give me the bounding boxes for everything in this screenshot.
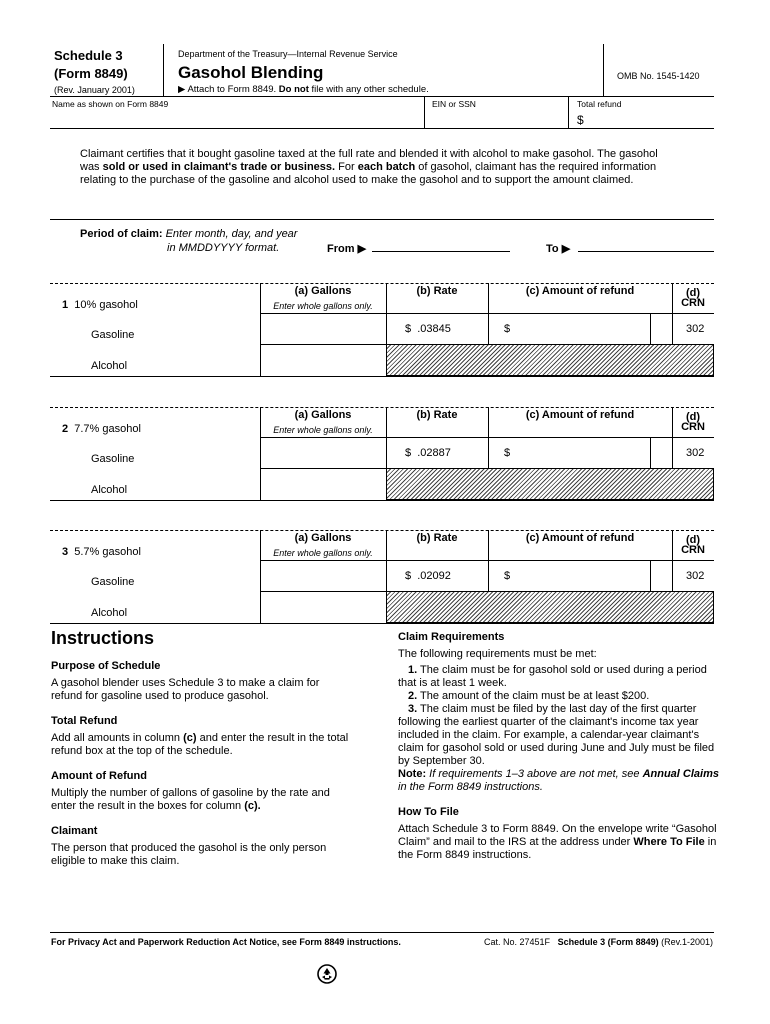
omb-number: OMB No. 1545-1420: [617, 71, 700, 81]
how-to-file-heading: How To File: [398, 806, 459, 818]
line-3-rate: $ .02092: [405, 570, 451, 582]
total-refund-text: Add all amounts in column (c) and enter the result in the total refund box at the top of the schedule.: [51, 732, 349, 757]
rate-header: (b) Rate: [416, 532, 458, 544]
line-2-crn: 302: [686, 447, 705, 459]
crn-header: CRN: [681, 297, 705, 309]
requirement-3: 3. The claim must be filed by the last day of the first quarter following the earliest quarter of the claimant's income tax year included in the claim. For example, a calendar-year claimant's claim for gasohol sold or used during June and July must be filed by September 30.: [398, 703, 715, 767]
privacy-notice: For Privacy Act and Paperwork Reduction Act Notice, see Form 8849 instructions.: [51, 937, 401, 947]
line-2-gasoline-label: Gasoline: [91, 453, 135, 465]
claimant-heading: Claimant: [51, 825, 98, 837]
line-1-rate: $ .03845: [405, 323, 451, 335]
crn-header: CRN: [681, 421, 705, 433]
revision-date: (Rev. January 2001): [54, 85, 135, 95]
instructions-right-column: [398, 619, 722, 862]
crn-header: CRN: [681, 544, 705, 556]
certification-text: Claimant certifies that it bought gasoline taxed at the full rate and blended it with alcohol to make gasohol. The gasohol was sold or used in claimant's trade or business. For each batch of gasohol, claimant has the required information relating to the purchase of the gasoline and alcohol used to make the gasohol and to support the amount claimed.: [80, 148, 658, 186]
from-label: From ▶: [327, 243, 367, 255]
line-1-gasoline-label: Gasoline: [91, 329, 135, 341]
how-to-file-text: Attach Schedule 3 to Form 8849. On the envelope write “Gasohol Claim” and mail to the IRS at the address under Where To File in the Form 8849 instructions.: [398, 823, 717, 861]
line-2-rate: $ .02887: [405, 447, 451, 459]
line-1-label: 1 10% gasohol: [62, 299, 138, 311]
page-title: Gasohol Blending: [178, 63, 324, 82]
gallons-header: (a) Gallons: [294, 532, 352, 544]
crn-header-d: (d): [685, 411, 701, 423]
from-date-input[interactable]: [372, 240, 510, 252]
catalog-number: Cat. No. 27451F Schedule 3 (Form 8849) (Rev.1-2001): [484, 937, 713, 947]
purpose-text: A gasohol blender uses Schedule 3 to make a claim for refund for gasoline used to produce gasohol.: [51, 677, 320, 702]
total-refund-field[interactable]: [569, 97, 714, 127]
line-3-alcohol-label: Alcohol: [91, 607, 128, 619]
line-3-amount-input[interactable]: [489, 561, 649, 591]
total-refund-label: Total refund: [577, 99, 622, 109]
line-3-alcohol-gallons-input[interactable]: [261, 592, 386, 622]
line-1-alcohol-label: Alcohol: [91, 360, 128, 372]
gallons-header: (a) Gallons: [294, 285, 352, 297]
requirements-note: Note: If requirements 1–3 above are not met, see Annual Claims in the Form 8849 instructions.: [398, 768, 719, 793]
line-2-amount-dollar: $: [504, 447, 511, 459]
amount-of-refund-text: Multiply the number of gallons of gasoline by the rate and enter the result in the boxes for column (c).: [51, 787, 330, 812]
line-2-gallons-input[interactable]: [261, 438, 386, 468]
claim-requirements-heading: Claim Requirements: [398, 631, 505, 643]
arrow-icon: ▶: [178, 84, 186, 95]
requirement-2: 2. The amount of the claim must be at least $200.: [408, 690, 650, 702]
amount-header: (c) Amount of refund: [525, 285, 635, 297]
schedule-number: Schedule 3: [54, 48, 123, 63]
rate-header: (b) Rate: [416, 285, 458, 297]
instructions-heading: Instructions: [51, 628, 155, 648]
line-3-gasoline-label: Gasoline: [91, 576, 135, 588]
line-1-amount-input[interactable]: [489, 314, 649, 344]
to-date-input[interactable]: [578, 240, 714, 252]
line-1-gallons-input[interactable]: [261, 314, 386, 344]
department-label: Department of the Treasury—Internal Revenue Service: [178, 49, 398, 59]
recycle-icon: [317, 964, 337, 984]
name-field-label: Name as shown on Form 8849: [52, 99, 169, 109]
crn-header-d: (d): [685, 534, 701, 546]
total-refund-heading: Total Refund: [51, 715, 118, 727]
name-field[interactable]: [50, 97, 424, 127]
crn-header-d: (d): [685, 287, 701, 299]
line-3-gallons-input[interactable]: [261, 561, 386, 591]
ein-field[interactable]: [425, 97, 568, 127]
line-2-alcohol-gallons-input[interactable]: [261, 469, 386, 499]
purpose-heading: Purpose of Schedule: [51, 660, 161, 672]
gallons-note: Enter whole gallons only.: [273, 425, 373, 435]
line-1-amount-dollar: $: [504, 323, 511, 335]
form-number: (Form 8849): [54, 66, 128, 81]
line-2-amount-input[interactable]: [489, 438, 649, 468]
line-3-crn: 302: [686, 570, 705, 582]
to-label: To ▶: [546, 243, 571, 255]
claim-requirements-intro: The following requirements must be met:: [398, 648, 597, 660]
line-3-amount-dollar: $: [504, 570, 511, 582]
period-of-claim: Period of claim: Enter month, day, and year: [80, 228, 298, 240]
attach-instruction: ▶ Attach to Form 8849. Do not file with any other schedule.: [178, 84, 429, 95]
gallons-note: Enter whole gallons only.: [273, 548, 373, 558]
line-1-alcohol-gallons-input[interactable]: [261, 345, 386, 375]
instructions-left-column: [51, 648, 351, 868]
requirement-1: 1. The claim must be for gasohol sold or used during a period that is at least 1 week.: [398, 664, 707, 689]
claimant-text: The person that produced the gasohol is the only person eligible to make this claim.: [51, 842, 327, 867]
line-2-alcohol-label: Alcohol: [91, 484, 128, 496]
shaded-area: [386, 468, 714, 500]
total-refund-dollar: $: [577, 113, 584, 127]
line-2-label: 2 7.7% gasohol: [62, 423, 141, 435]
amount-header: (c) Amount of refund: [525, 532, 635, 544]
amount-of-refund-heading: Amount of Refund: [51, 770, 147, 782]
period-format-note: in MMDDYYYY format.: [167, 242, 280, 254]
gallons-note: Enter whole gallons only.: [273, 301, 373, 311]
rate-header: (b) Rate: [416, 409, 458, 421]
arrow-icon: ▶: [357, 243, 367, 255]
gallons-header: (a) Gallons: [294, 409, 352, 421]
ein-field-label: EIN or SSN: [432, 99, 476, 109]
line-1-crn: 302: [686, 323, 705, 335]
amount-header: (c) Amount of refund: [525, 409, 635, 421]
shaded-area: [386, 344, 714, 376]
arrow-icon: ▶: [561, 243, 571, 255]
line-3-label: 3 5.7% gasohol: [62, 546, 141, 558]
